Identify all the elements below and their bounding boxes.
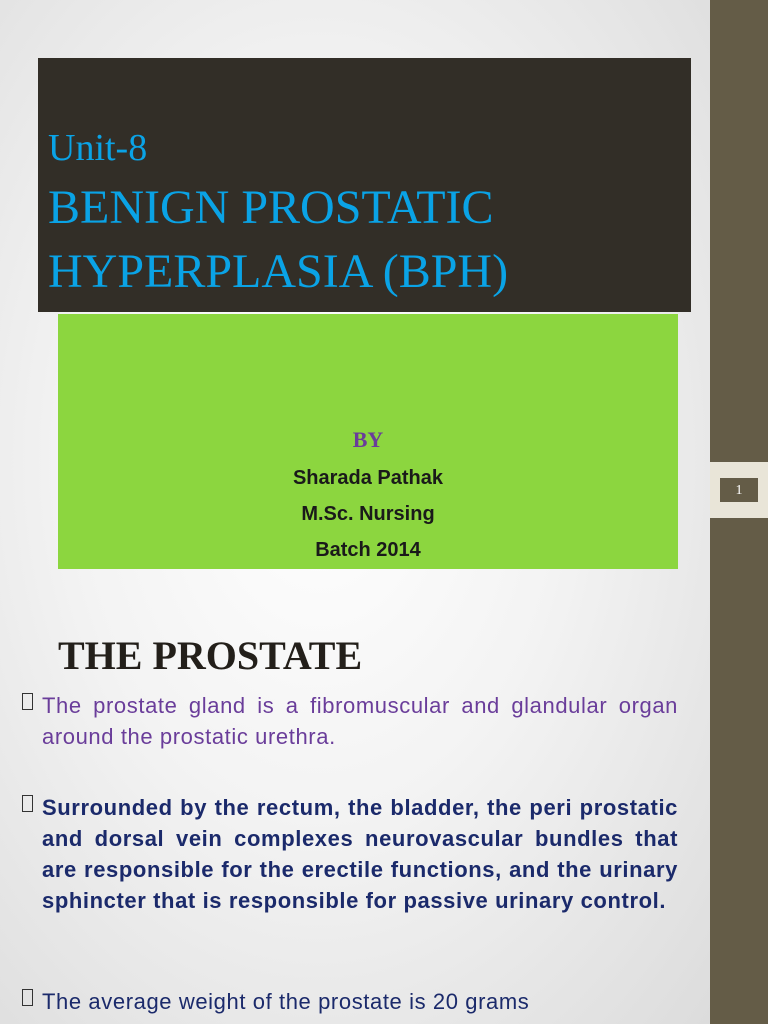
- by-label: BY: [352, 427, 384, 452]
- unit-label: Unit-8: [48, 127, 148, 169]
- bullet-text: The average weight of the prostate is 20 grams: [42, 989, 530, 1014]
- author-block: [58, 314, 678, 569]
- bullet-marker-icon: [22, 989, 33, 1006]
- bullet-text: The prostate gland is a fibromuscular and glandular organ around the prostatic urethra.: [42, 693, 678, 749]
- bullet-text: Surrounded by the rectum, the bladder, the peri prostatic and dorsal vein complexes neurovascular bundles that are responsible for the erectile functions, and the urinary sphincter that is responsible for passive urinary control.: [42, 795, 678, 913]
- slide-title: [48, 176, 678, 304]
- author-batch: Batch 2014: [315, 539, 421, 561]
- bullet-item: [22, 986, 678, 1017]
- title-block: [38, 58, 691, 312]
- title-line-2: HYPERPLASIA (BPH): [48, 245, 509, 298]
- page-number: 1: [720, 478, 758, 502]
- author-degree: M.Sc. Nursing: [301, 503, 435, 525]
- section-title: THE PROSTATE: [58, 633, 363, 678]
- bullet-marker-icon: [22, 693, 33, 710]
- bullet-marker-icon: [22, 795, 33, 812]
- title-line-1: BENIGN PROSTATIC: [48, 181, 494, 234]
- bullet-item: [22, 792, 678, 916]
- page-number-box: [710, 462, 768, 518]
- bullet-item: [22, 690, 678, 752]
- author-name: Sharada Pathak: [292, 467, 444, 489]
